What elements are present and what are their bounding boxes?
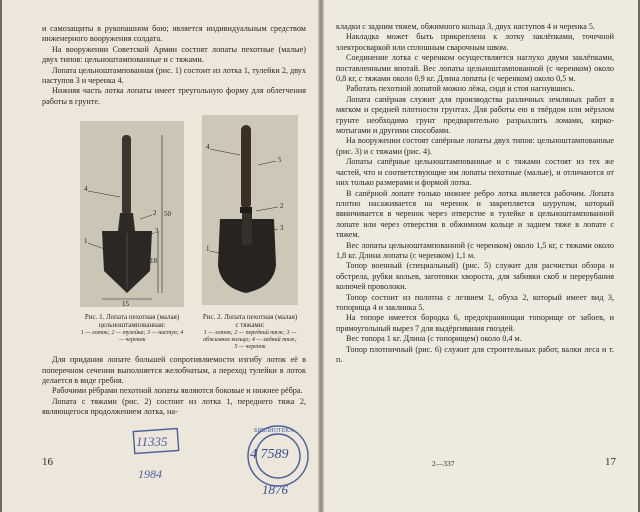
paragraph: Вес лопаты цельноштампованной (с черенком) около 1,5 кг, с тяжами около 1,8 кг. Длина лопаты (с черенком) 1,1 м.: [336, 240, 614, 260]
fig1-label: 3: [155, 227, 159, 236]
paragraph: Накладка может быть прикреплена к лотку заклёпками, точечной электросваркой или сплошным сварочным швом.: [336, 32, 614, 52]
paragraph: Работать пехотной лопатой можно лёжа, сидя и стоя нагнувшись.: [346, 84, 575, 94]
paragraph: Соединение лотка с черенком осуществляется наглухо двумя заклёпками, поставленными впотай. Вес лопаты цельноштампованной (с черенком) около 0,8 кг, с тяжами около 0,9 кг. Длина лопаты (с черенком) около 0,5 м.: [336, 53, 614, 84]
figure-1-legend: 1 — лоток; 2 — тулейка; 3 — наступ; 4 — черенок: [80, 329, 184, 343]
page-number-right: 17: [605, 456, 616, 468]
printer-signature: 2—337: [432, 459, 455, 468]
paragraph: Лопаты сапёрные цельноштампованные и с тяжами состоят из тех же частей, что и соответствующие им лопаты пехотные (малые), и отличаются от них только размерами и формой лотка.: [336, 157, 614, 188]
figures-block: [42, 115, 306, 355]
shovel-illustration-1: [80, 121, 184, 307]
figure-2-legend: 1 — лоток; 2 — передний тяж; 3 — обжимное кольцо; 4 — задний тяж; 5 — черенок: [203, 329, 297, 350]
fig2-label: 3: [280, 224, 284, 233]
paragraph: Топор военный (специальный) (рис. 5) служит для расчистки обзора и обстрела, рубки кольев, заготовки хвороста, для забивки скоб и перерубания колючей проволоки.: [336, 261, 614, 292]
fig1-dimension: 50: [164, 210, 171, 219]
fig2-label: 5: [278, 156, 282, 165]
paragraph: Топор состоит из полотна с лезвием 1, обуха 2, который имеет вид 3, топорища 4 и заклинка 5.: [336, 292, 614, 312]
paragraph: Вес топора 1 кг. Длина (с топорищем) около 0,4 м.: [346, 334, 522, 344]
paragraph: В сапёрной лопате только нижнее ребро лотка является рабочим. Лопата плотно насаживается на черенок и закрепляется шурупом, который ввинчивается в черенок через отверстие в тулейке в цельноштампованной лопате или через отверстия в обжимном кольце и заднем тяже в лопате с тяжем.: [336, 188, 614, 240]
figure-2-title: Рис. 2. Лопата пехотная (малая) с тяжами:: [202, 313, 298, 330]
paragraph: Лопата с тяжами (рис. 2) состоит из лотка 1, переднего тяжа 2, являющегося продолжением лотка, на-: [42, 396, 306, 417]
handwritten-number: 11335: [136, 434, 168, 449]
page-number-left: 16: [42, 456, 53, 468]
fig1-label: 1: [84, 237, 88, 246]
figure-2-photo: [202, 115, 298, 305]
stamp-text: БИБЛИОТЕКА: [254, 428, 294, 434]
paragraph: Нижняя часть лотка лопаты имеет треугольную форму для облегчения работы в грунте.: [42, 86, 306, 106]
paragraph: и самозащиты в рукопашном бою; является индивидуальным средством инженерного вооружения солдата.: [42, 24, 306, 44]
figure-1-photo: [80, 121, 184, 307]
fig1-label: 2: [153, 209, 157, 218]
paragraph: На вооружении состоят сапёрные лопаты двух типов: цельноштампованные (рис. 3) и с тяжами (рис. 4).: [336, 136, 614, 156]
handwritten-year: 1876: [262, 482, 288, 497]
paragraph: Лопата сапёрная служит для производства различных земляных работ в мягком и средней плотности грунтах. Для работы ею в твёрдом или мёрзлом грунте необходимо грунт предварительно разрыхлить ломами, кирко-мотыгами и другими способами.: [336, 94, 614, 136]
figure-1-caption: [80, 313, 184, 343]
handwritten-year: 1984: [138, 467, 162, 481]
paragraph: На топоре имеется бородка 6, предохраняющая топорище от забоев, и прямоугольный вырез 7 для выдёргивания гвоздей.: [336, 313, 614, 333]
fig2-label: 4: [206, 143, 210, 152]
book-spread: [2, 0, 638, 512]
shovel-illustration-2: [202, 115, 298, 305]
paragraph: Для придания лопате большей сопротивляемости изгибу лоток её в поперечном сечении выполняется желобчатым, а переход тулейки в лоток делается в виде гребня.: [42, 355, 306, 386]
left-page-text-bottom: [42, 355, 306, 417]
paragraph: Топор плотничный (рис. 6) служит для строительных работ, валки леса и т. п.: [336, 344, 614, 364]
left-page-text: [42, 24, 306, 107]
right-page: [320, 0, 638, 512]
fig2-label: 2: [280, 202, 284, 211]
handwritten-number: 4 7589: [250, 447, 289, 462]
fig2-label: 1: [206, 245, 210, 254]
paragraph: Лопата цельноштампованная (рис. 1) состоит из лотка 1, тулейки 2, двух наступов 3 и черенка 4.: [42, 65, 306, 86]
fig1-dimension: 18: [150, 257, 157, 266]
right-page-text: [336, 22, 614, 365]
fig1-label: 4: [84, 185, 88, 194]
fig1-dimension: 15: [122, 300, 129, 308]
paragraph: кладки с задним тяжем, обжимного кольца 3, двух наступов 4 и черенка 5.: [336, 22, 596, 31]
figure-1-title: Рис. 1. Лопата пехотная (малая) цельноштампованная:: [84, 313, 180, 330]
library-stamps: [82, 410, 322, 510]
figure-2-caption: [202, 313, 298, 350]
paragraph: На вооружении Советской Армии состоят лопаты пехотные (малые) двух типов: цельноштампованные и с тяжами.: [42, 44, 306, 65]
paragraph: Рабочими рёбрами пехотной лопаты являются боковые и нижнее рёбра.: [52, 386, 303, 396]
